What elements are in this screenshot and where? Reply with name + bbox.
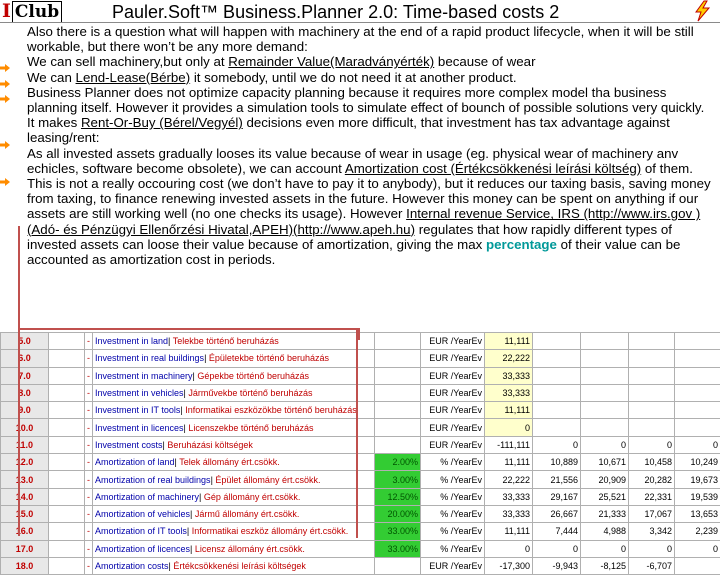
page-title: Pauler.Soft™ Business.Planner 2.0: Time-based costs 2: [112, 1, 559, 23]
value-cell[interactable]: [629, 350, 675, 367]
empty-cell: [49, 505, 85, 522]
value-cell[interactable]: 10,458: [629, 454, 675, 471]
table-row: [1, 333, 720, 350]
value-cell[interactable]: [629, 402, 675, 419]
value-cell[interactable]: 11,111: [485, 454, 533, 471]
value-cell[interactable]: -111,111: [485, 436, 533, 453]
percentage-highlight: percentage: [486, 237, 557, 252]
unit-cell: EUR /YearEv: [421, 419, 485, 436]
empty-cell: [49, 488, 85, 505]
empty-cell: [49, 540, 85, 557]
bullet-arrow-icon: [0, 80, 10, 88]
value-cell[interactable]: [675, 557, 720, 574]
value-cell[interactable]: [533, 333, 581, 350]
unit-cell: % /YearEv: [421, 471, 485, 488]
bullet-arrow-icon: [0, 95, 10, 103]
value-cell[interactable]: [675, 333, 720, 350]
value-cell[interactable]: 22,331: [629, 488, 675, 505]
row-number: 8.0: [1, 384, 49, 401]
value-cell[interactable]: [581, 367, 629, 384]
value-cell[interactable]: 33,333: [485, 505, 533, 522]
unit-cell: % /YearEv: [421, 523, 485, 540]
amortization-table: [0, 332, 720, 575]
row-number: 18.0: [1, 557, 49, 574]
value-cell[interactable]: -9,943: [533, 557, 581, 574]
empty-cell: [49, 557, 85, 574]
value-cell[interactable]: 10,671: [581, 454, 629, 471]
value-cell[interactable]: 4,988: [581, 523, 629, 540]
value-cell[interactable]: 0: [485, 419, 533, 436]
bullet-arrow-icon: [0, 64, 10, 72]
value-cell[interactable]: [533, 350, 581, 367]
value-cell[interactable]: [581, 350, 629, 367]
value-cell[interactable]: 11,111: [485, 333, 533, 350]
table-row: [1, 402, 720, 419]
row-number: 5.0: [1, 333, 49, 350]
unit-cell: % /YearEv: [421, 540, 485, 557]
paragraph-amortization: As all invested assets gradually looses its value because of wear in usage (eg. physical wear of machinery anv echicles, software become obsolete), we can account Amortization cost (Értékcsökkenési leírási költség) of them. This is not a really occouring cost (we don’t have to pay it to anybody), but it reduces our taxing basis, saving money from taxing, to finance renewing invested assets in the future. However this money can be spent on anything if our assets are still working well (no one checks its usage). However Internal revenue Service, IRS (http://www.irs.gov ) (Adó- és Pénzügyi Ellenőrzési Hivatal,APEH)(http://www.apeh.hu) regulates that how rapidly different types of invested assets can loose their value because of amortization, giving the max percentage of their value can be accounted as amortization cost in periods.: [27, 146, 717, 268]
row-description: Amortization of machinery| Gép állomány ért.csökk.: [93, 488, 375, 505]
row-description: Amortization of vehicles| Jármű állomány ért.csökk.: [93, 505, 375, 522]
table-row: [1, 471, 720, 488]
row-number: 6.0: [1, 350, 49, 367]
value-cell[interactable]: 0: [675, 540, 720, 557]
table-row: [1, 419, 720, 436]
empty-cell: [49, 402, 85, 419]
value-cell[interactable]: 3,342: [629, 523, 675, 540]
unit-cell: % /YearEv: [421, 488, 485, 505]
link-rent-or-buy[interactable]: Rent-Or-Buy (Bérel/Vegyél): [81, 115, 243, 130]
row-marker: -: [85, 402, 93, 419]
percentage-cell[interactable]: 3.00%: [375, 471, 421, 488]
value-cell[interactable]: -6,707: [629, 557, 675, 574]
value-cell[interactable]: 11,111: [485, 523, 533, 540]
percentage-cell[interactable]: [375, 367, 421, 384]
empty-cell: [49, 471, 85, 488]
row-number: 14.0: [1, 488, 49, 505]
value-cell[interactable]: 0: [533, 436, 581, 453]
row-description: Investment in licences| Licenszekbe történő beruházás: [93, 419, 375, 436]
percentage-cell[interactable]: 2.00%: [375, 454, 421, 471]
value-cell[interactable]: [581, 384, 629, 401]
row-marker: -: [85, 505, 93, 522]
value-cell[interactable]: [629, 384, 675, 401]
row-description: Investment in vehicles| Járművekbe történő beruházás: [93, 384, 375, 401]
table-row: [1, 350, 720, 367]
percentage-cell[interactable]: [375, 557, 421, 574]
row-marker: -: [85, 471, 93, 488]
empty-cell: [49, 350, 85, 367]
value-cell[interactable]: 7,444: [533, 523, 581, 540]
value-cell[interactable]: [581, 333, 629, 350]
bullet-arrow-icon: [0, 141, 10, 149]
row-marker: -: [85, 350, 93, 367]
logo-club-text: Club: [12, 1, 62, 23]
percentage-cell[interactable]: [375, 384, 421, 401]
row-marker: -: [85, 557, 93, 574]
value-cell[interactable]: [629, 333, 675, 350]
value-cell[interactable]: 19,673: [675, 471, 720, 488]
percentage-cell[interactable]: [375, 436, 421, 453]
value-cell[interactable]: [675, 402, 720, 419]
value-cell[interactable]: 0: [629, 436, 675, 453]
value-cell[interactable]: [675, 384, 720, 401]
paragraph-lend: We can Lend-Lease(Bérbe) it somebody, until we do not need it at another product.: [27, 70, 717, 85]
link-amortization-cost[interactable]: Amortization cost (Értékcsökkenési leírási költség): [345, 161, 641, 176]
slide-body-text: [27, 24, 717, 267]
percentage-cell[interactable]: [375, 419, 421, 436]
spreadsheet-area: [0, 332, 720, 540]
row-number: 9.0: [1, 402, 49, 419]
row-description: Amortization of real buildings| Épület állomány ért.csökk.: [93, 471, 375, 488]
value-cell[interactable]: 21,556: [533, 471, 581, 488]
unit-cell: EUR /YearEv: [421, 436, 485, 453]
iclub-logo: [2, 1, 98, 21]
table-row: [1, 454, 720, 471]
empty-cell: [49, 333, 85, 350]
value-cell[interactable]: 20,909: [581, 471, 629, 488]
row-marker: -: [85, 367, 93, 384]
row-marker: -: [85, 488, 93, 505]
link-lend-lease[interactable]: Lend-Lease(Bérbe): [76, 70, 191, 85]
table-row: [1, 523, 720, 540]
table-row: [1, 367, 720, 384]
value-cell[interactable]: 21,333: [581, 505, 629, 522]
value-cell[interactable]: 33,333: [485, 367, 533, 384]
percentage-cell[interactable]: [375, 350, 421, 367]
unit-cell: EUR /YearEv: [421, 384, 485, 401]
row-number: 17.0: [1, 540, 49, 557]
percentage-cell[interactable]: 12.50%: [375, 488, 421, 505]
row-marker: -: [85, 454, 93, 471]
paragraph-rent-or-buy: It makes Rent-Or-Buy (Bérel/Vegyél) decisions even more difficult, that investment has tax advantage against leasing/rent:: [27, 115, 717, 145]
row-number: 11.0: [1, 436, 49, 453]
value-cell[interactable]: 20,282: [629, 471, 675, 488]
value-cell[interactable]: 22,222: [485, 471, 533, 488]
value-cell[interactable]: 0: [629, 540, 675, 557]
row-description: Investment in machinery| Gépekbe történő beruházás: [93, 367, 375, 384]
bullet-arrow-icon: [0, 178, 10, 186]
value-cell[interactable]: [581, 419, 629, 436]
value-cell[interactable]: [533, 367, 581, 384]
value-cell[interactable]: [533, 419, 581, 436]
link-irs-apeh[interactable]: Internal revenue Service, IRS (http://www.irs.gov ) (Adó- és Pénzügyi Ellenőrzési Hivatal,APEH)(http://www.apeh.hu): [27, 206, 700, 236]
table-row: [1, 488, 720, 505]
unit-cell: EUR /YearEv: [421, 333, 485, 350]
empty-cell: [49, 367, 85, 384]
table-row: [1, 540, 720, 557]
table-row: [1, 557, 720, 574]
row-marker: -: [85, 540, 93, 557]
percentage-cell[interactable]: 33.00%: [375, 523, 421, 540]
unit-cell: EUR /YearEv: [421, 350, 485, 367]
empty-cell: [49, 419, 85, 436]
value-cell[interactable]: 29,167: [533, 488, 581, 505]
row-marker: -: [85, 419, 93, 436]
value-cell[interactable]: 17,067: [629, 505, 675, 522]
table-body: [1, 333, 720, 575]
unit-cell: EUR /YearEv: [421, 557, 485, 574]
value-cell[interactable]: -17,300: [485, 557, 533, 574]
link-remainder-value[interactable]: Remainder Value(Maradványérték): [228, 54, 434, 69]
row-number: 16.0: [1, 523, 49, 540]
row-number: 13.0: [1, 471, 49, 488]
row-description: Amortization of land| Telek állomány ért.csökk.: [93, 454, 375, 471]
unit-cell: EUR /YearEv: [421, 402, 485, 419]
percentage-cell[interactable]: [375, 402, 421, 419]
value-cell[interactable]: 0: [675, 436, 720, 453]
empty-cell: [49, 436, 85, 453]
paragraph-capacity: Business Planner does not optimize capacity planning because it requires more complex model tha business planning itself. However it provides a simulation tools to simulate effect of bounch of possible solutions very quickly.: [27, 85, 717, 115]
value-cell[interactable]: 33,333: [485, 488, 533, 505]
value-cell[interactable]: -8,125: [581, 557, 629, 574]
value-cell[interactable]: 10,889: [533, 454, 581, 471]
row-number: 10.0: [1, 419, 49, 436]
empty-cell: [49, 384, 85, 401]
title-divider: [0, 22, 720, 23]
value-cell[interactable]: 19,539: [675, 488, 720, 505]
value-cell[interactable]: 0: [533, 540, 581, 557]
row-description: Amortization of licences| Licensz állomány ért.csökk.: [93, 540, 375, 557]
row-description: Amortization of IT tools| Informatikai eszköz állomány ért.csökk.: [93, 523, 375, 540]
row-marker: -: [85, 436, 93, 453]
row-marker: -: [85, 384, 93, 401]
percentage-cell[interactable]: 20.00%: [375, 505, 421, 522]
percentage-cell[interactable]: 33.00%: [375, 540, 421, 557]
table-row: [1, 505, 720, 522]
empty-cell: [49, 523, 85, 540]
table-row: [1, 384, 720, 401]
row-number: 7.0: [1, 367, 49, 384]
lightning-icon: [690, 0, 714, 22]
value-cell[interactable]: 0: [485, 540, 533, 557]
table-row: [1, 436, 720, 453]
row-number: 12.0: [1, 454, 49, 471]
row-marker: -: [85, 333, 93, 350]
paragraph-sell: We can sell machinery,but only at Remainder Value(Maradványérték) because of wear: [27, 54, 717, 69]
value-cell[interactable]: 0: [581, 436, 629, 453]
value-cell[interactable]: [675, 419, 720, 436]
unit-cell: % /YearEv: [421, 454, 485, 471]
row-description: Investment in IT tools| Informatikai eszközökbe történő beruházás: [93, 402, 375, 419]
logo-letter-i: I: [2, 0, 11, 22]
title-bar: [0, 0, 720, 24]
row-description: Investment in land| Telekbe történő beruházás: [93, 333, 375, 350]
row-description: Amortization costs| Értékcsökkenési leírási költségek: [93, 557, 375, 574]
value-cell[interactable]: 10,249: [675, 454, 720, 471]
value-cell[interactable]: [675, 367, 720, 384]
row-number: 15.0: [1, 505, 49, 522]
paragraph-lifecycle: Also there is a question what will happen with machinery at the end of a rapid product lifecycle, when it will be still workable, but there won’t be any more demand:: [27, 24, 717, 54]
value-cell[interactable]: 2,239: [675, 523, 720, 540]
value-cell[interactable]: [675, 350, 720, 367]
row-description: Investment in real buildings| Épületekbe történő beruházás: [93, 350, 375, 367]
value-cell[interactable]: 0: [581, 540, 629, 557]
percentage-cell[interactable]: [375, 333, 421, 350]
unit-cell: EUR /YearEv: [421, 367, 485, 384]
unit-cell: % /YearEv: [421, 505, 485, 522]
value-cell[interactable]: 33,333: [485, 384, 533, 401]
value-cell[interactable]: 26,667: [533, 505, 581, 522]
row-description: Investment costs| Beruházási költségek: [93, 436, 375, 453]
value-cell[interactable]: 22,222: [485, 350, 533, 367]
value-cell[interactable]: [581, 402, 629, 419]
empty-cell: [49, 454, 85, 471]
value-cell[interactable]: [629, 367, 675, 384]
value-cell[interactable]: [533, 402, 581, 419]
row-marker: -: [85, 523, 93, 540]
value-cell[interactable]: [629, 419, 675, 436]
value-cell[interactable]: [533, 384, 581, 401]
value-cell[interactable]: 25,521: [581, 488, 629, 505]
value-cell[interactable]: 11,111: [485, 402, 533, 419]
value-cell[interactable]: 13,653: [675, 505, 720, 522]
